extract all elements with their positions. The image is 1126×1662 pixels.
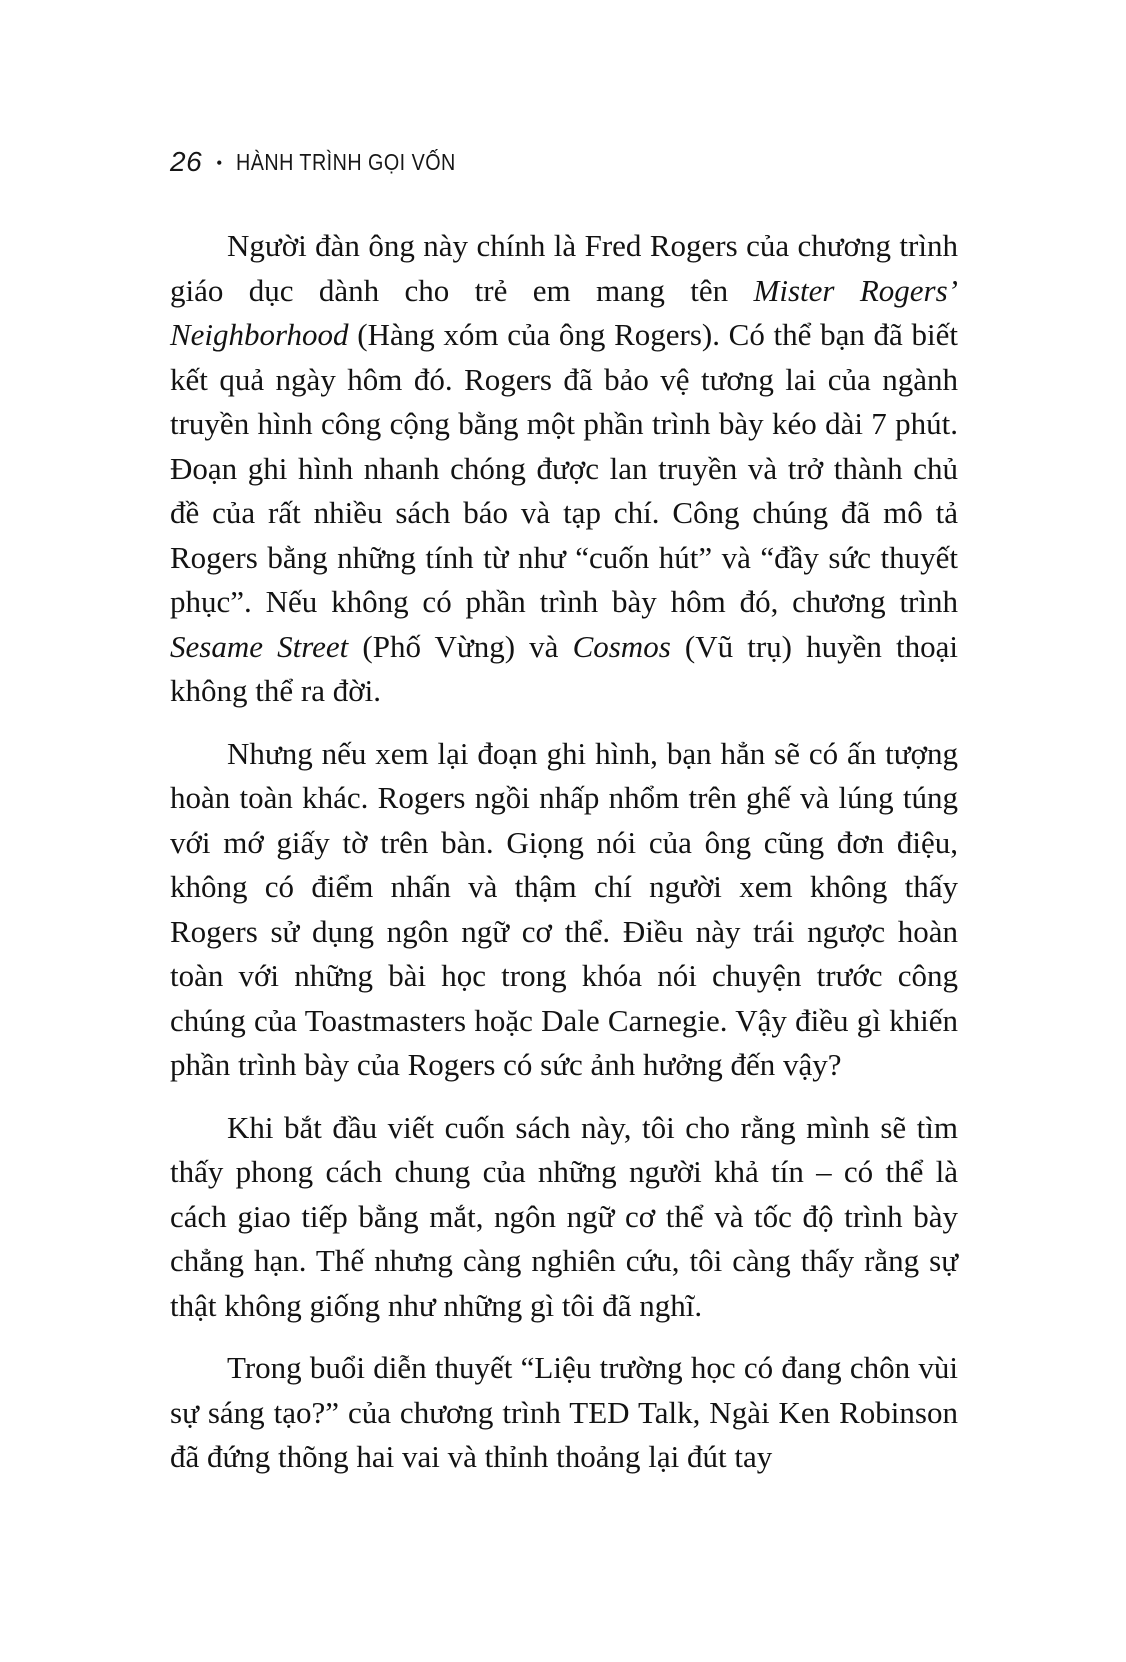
italic-text-segment: Sesame Street bbox=[170, 628, 349, 664]
page-number: 26 bbox=[170, 146, 203, 177]
italic-text-segment: Mister Rogers’ Neighborhood bbox=[170, 272, 958, 352]
paragraph bbox=[170, 1346, 958, 1480]
text-segment: Khi bắt đầu viết cuốn sách này, tôi cho rằng mình sẽ tìm thấy phong cách chung của những người khả tín – có thể là cách giao tiếp bằng mắt, ngôn ngữ cơ thể và tốc độ trình bày chẳng hạn. Thế nhưng càng nghiên cứu, tôi càng thấy rằng sự thật không giống như những gì tôi đã nghĩ. bbox=[170, 1109, 958, 1323]
running-header bbox=[170, 148, 470, 176]
text-block bbox=[170, 224, 958, 1498]
text-segment: (Vũ trụ) huyền thoại không thể ra đời. bbox=[170, 628, 958, 708]
text-segment: Nhưng nếu xem lại đoạn ghi hình, bạn hẳn sẽ có ấn tượng hoàn toàn khác. Rogers ngồi nhấp nhổm trên ghế và lúng túng với mớ giấy tờ trên bàn. Giọng nói của ông cũng đơn điệu, không có điểm nhấn và thậm chí người xem không thấy Rogers sử dụng ngôn ngữ cơ thể. Điều này trái ngược hoàn toàn với những bài học trong khóa nói chuyện trước công chúng của Toastmasters hoặc Dale Carnegie. Vậy điều gì khiến phần trình bày của Rogers có sức ảnh hưởng đến vậy? bbox=[170, 735, 958, 1082]
italic-text-segment: Cosmos bbox=[572, 628, 671, 664]
text-segment: (Phố Vừng) và bbox=[348, 628, 573, 664]
paragraph bbox=[170, 224, 958, 714]
paragraph bbox=[170, 732, 958, 1088]
paragraph bbox=[170, 1106, 958, 1329]
text-segment: (Hàng xóm của ông Rogers). Có thể bạn đã biết kết quả ngày hôm đó. Rogers đã bảo vệ tương lai của ngành truyền hình công cộng bằng một phần trình bày kéo dài 7 phút. Đoạn ghi hình nhanh chóng được lan truyền và trở thành chủ đề của rất nhiều sách báo và tạp chí. Công chúng đã mô tả Rogers bằng những tính từ như “cuốn hút” và “đầy sức thuyết phục”. Nếu không có phần trình bày hôm đó, chương trình bbox=[170, 317, 958, 619]
running-title: HÀNH TRÌNH GỌI VỐN bbox=[236, 149, 457, 175]
bullet-separator-icon: • bbox=[216, 153, 223, 173]
text-segment: Trong buổi diễn thuyết “Liệu trường học có đang chôn vùi sự sáng tạo?” của chương trình TED Talk, Ngài Ken Robinson đã đứng thõng hai vai và thỉnh thoảng lại đút tay bbox=[170, 1350, 958, 1474]
text-segment: Người đàn ông này chính là Fred Rogers của chương trình giáo dục dành cho trẻ em mang tên bbox=[170, 228, 958, 308]
